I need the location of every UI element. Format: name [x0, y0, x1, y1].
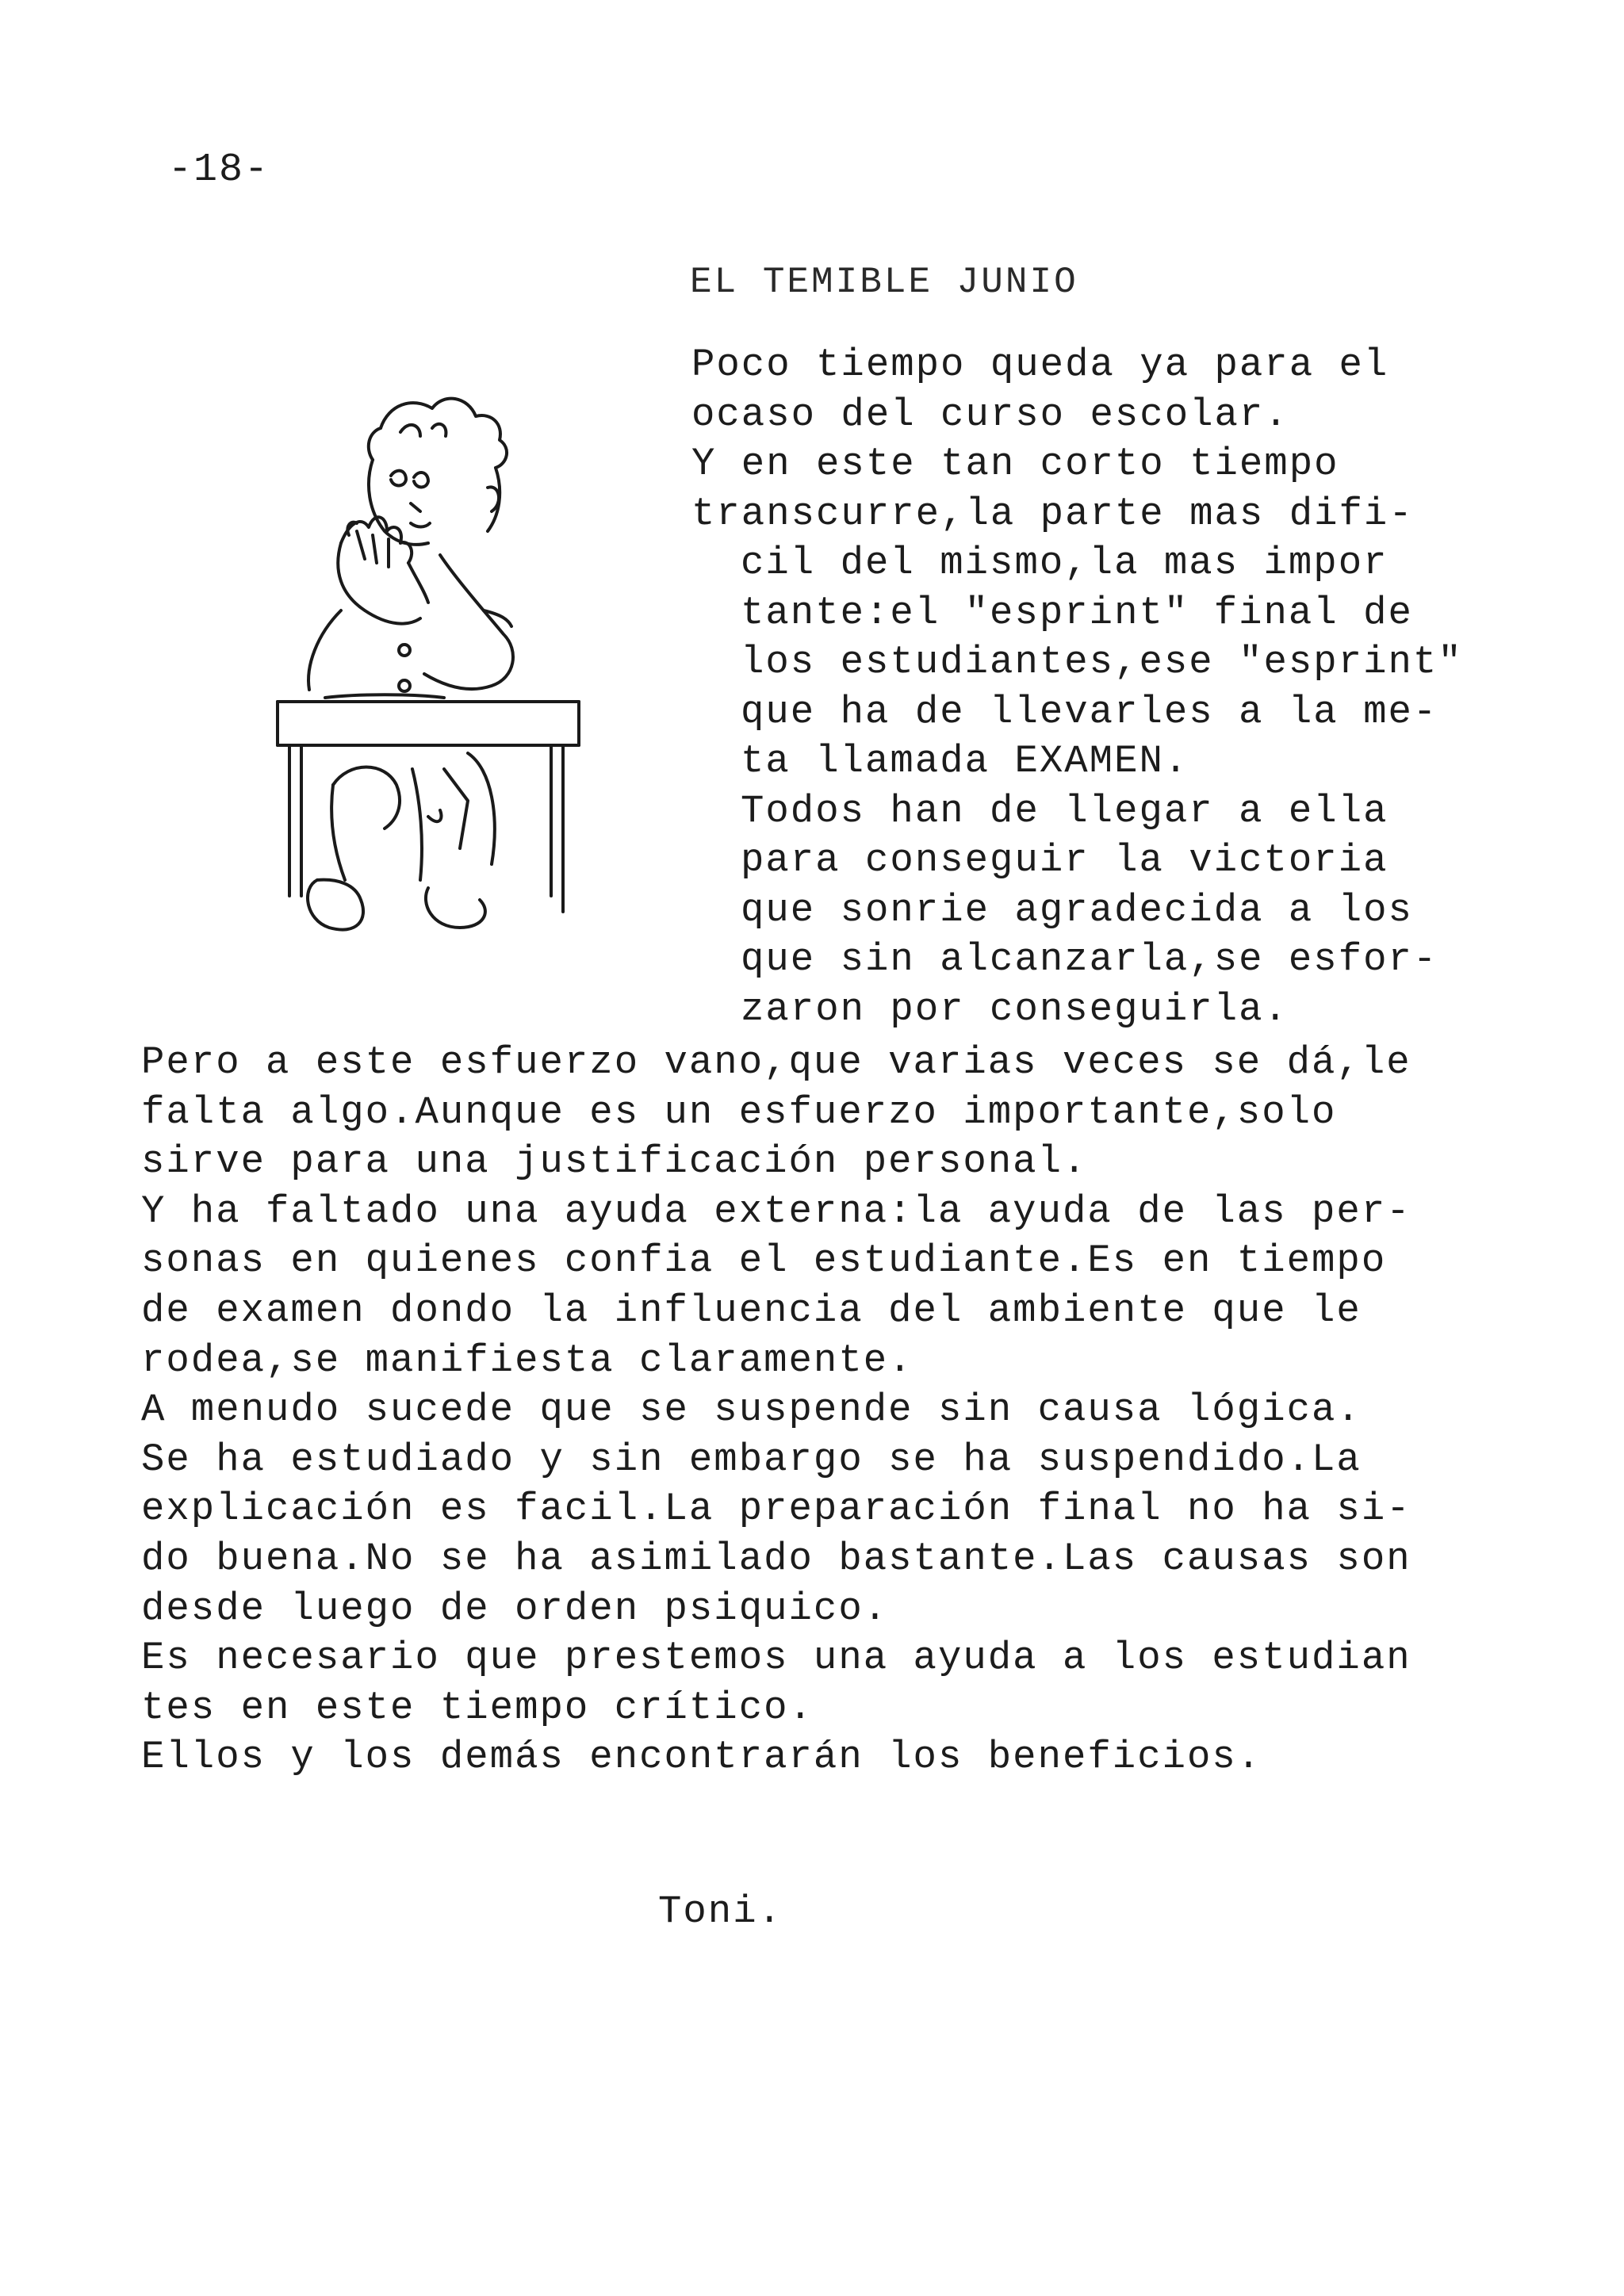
text-line: ta llamada EXAMEN. — [741, 739, 1189, 783]
author-signature: Toni. — [658, 1889, 783, 1934]
text-line: que ha de llevarles a la me- — [741, 689, 1438, 734]
text-line: Pero a este esfuerzo vano,que varias veces se dá,le — [141, 1040, 1411, 1085]
text-line: los estudiantes,ese "esprint" — [741, 640, 1463, 684]
text-line: Todos han de llegar a ella — [741, 788, 1388, 833]
text-line: explicación es facil.La preparación final no ha si- — [141, 1487, 1411, 1532]
text-line: tes en este tiempo crítico. — [141, 1685, 814, 1730]
text-line: ocaso del curso escolar. — [691, 392, 1289, 437]
text-line: zaron por conseguirla. — [741, 986, 1289, 1031]
text-line: Y en este tan corto tiempo — [691, 442, 1339, 486]
page-number: -18- — [168, 147, 270, 193]
text-line: Se ha estudiado y sin embargo se ha suspendido.La — [141, 1437, 1362, 1482]
text-line: sirve para una justificación personal. — [141, 1139, 1088, 1184]
text-line: Es necesario que prestemos una ayuda a los estudian — [141, 1636, 1411, 1681]
text-line: que sonrie agradecida a los — [741, 887, 1413, 932]
text-line: tante:el "esprint" final de — [741, 590, 1413, 635]
article-title: EL TEMIBLE JUNIO — [690, 262, 1078, 303]
text-line: do buena.No se ha asimilado bastante.Las causas son — [141, 1536, 1411, 1581]
text-line: Poco tiempo queda ya para el — [691, 342, 1389, 387]
text-line: rodea,se manifiesta claramente. — [141, 1337, 914, 1383]
text-line: de examen dondo la influencia del ambiente que le — [141, 1288, 1362, 1333]
text-line: que sin alcanzarla,se esfor- — [741, 937, 1438, 982]
text-line: desde luego de orden psiquico. — [141, 1586, 889, 1631]
text-line: sonas en quienes confia el estudiante.Es en tiempo — [141, 1238, 1387, 1284]
text-line: transcurre,la parte mas difi- — [691, 491, 1414, 536]
text-line: Ellos y los demás encontrarán los beneficios. — [141, 1735, 1262, 1780]
text-line: Y ha faltado una ayuda externa:la ayuda de las per- — [141, 1188, 1411, 1234]
text-line: falta algo.Aunque es un esfuerzo importante,solo — [141, 1089, 1337, 1135]
text-line: cil del mismo,la mas impor — [741, 541, 1388, 585]
text-line: A menudo sucede que se suspende sin causa lógica. — [141, 1387, 1362, 1433]
text-line: para conseguir la victoria — [741, 838, 1388, 882]
student-at-desk-illustration — [230, 373, 626, 975]
